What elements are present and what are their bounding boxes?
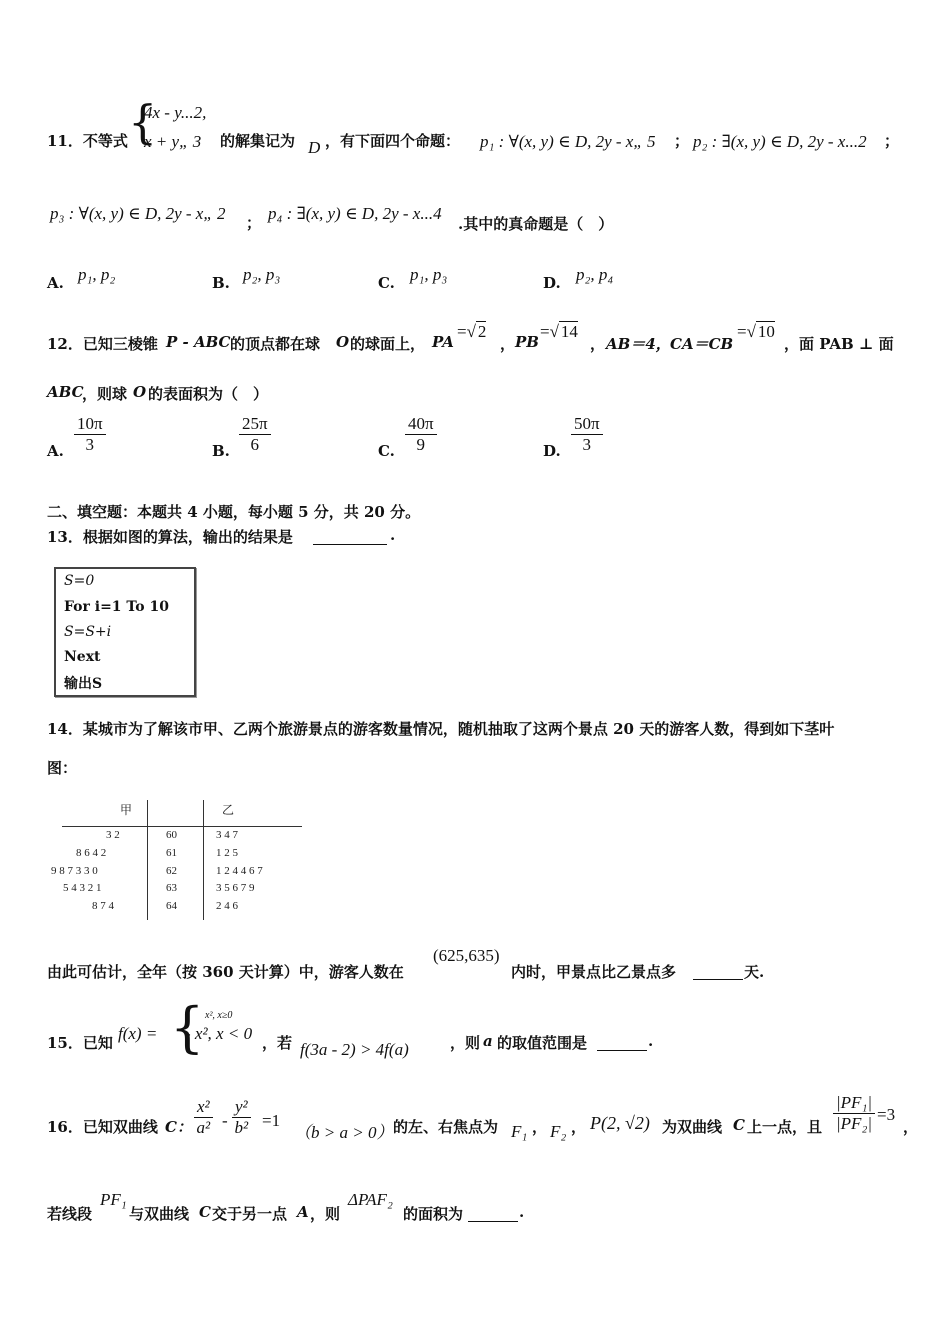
stem-leaf-stem-row-1: 60	[166, 829, 177, 841]
q13-code-line-2: For i=1 To 10	[64, 599, 169, 615]
q15-case-2: - x², x < 0	[185, 1024, 253, 1043]
q12-option-b	[239, 414, 271, 455]
q12-comma-1: ，	[500, 335, 516, 353]
q16-comma-2: ，	[571, 1118, 587, 1136]
q12-cacb-value: =√ 10	[737, 322, 775, 341]
q12-sphere-o: O	[336, 333, 350, 351]
q12-text-4: ，则球	[82, 385, 128, 403]
q16-x2: x²	[194, 1097, 213, 1118]
q16-curve-c-2: C	[733, 1116, 745, 1134]
stem-leaf-left-row-3: 9 8 7 3 3 0	[51, 865, 98, 877]
q15-inequality: f(3a - 2) > 4f(a)	[300, 1040, 409, 1059]
q12-ab: AB＝4，	[606, 335, 671, 353]
q16-text-4: 上一点，且	[747, 1118, 823, 1136]
q12-option-b-label: B.	[212, 442, 230, 460]
q16-point-p: P(2, √2)	[590, 1113, 650, 1133]
q12-option-d-label: D.	[543, 442, 561, 460]
q12-option-a-den: 3	[85, 435, 95, 454]
q14-tail-text-2: 内时，甲景点比乙景点多	[511, 963, 677, 981]
stem-leaf-right-row-5: 2 4 6	[216, 900, 238, 912]
q15-brace: {	[170, 996, 205, 1059]
q12-tail: ，面 PAB ⊥ 面	[784, 335, 894, 353]
q12-pyramid: P - ABC	[166, 333, 231, 351]
q12-pa-label: PA	[432, 333, 454, 351]
q12-option-c-num: 40π	[405, 414, 437, 435]
q11-separator: ；	[674, 132, 690, 150]
q11-option-b: p₂, p₃	[243, 265, 281, 284]
q12-option-d	[571, 414, 603, 455]
q11-number: 11．不等式	[47, 132, 128, 150]
q11-option-c: p₁, p₃	[410, 265, 448, 284]
q11-proposition-p4: p₄ : ∃(x, y) ∈ D, 2y - x...4	[268, 204, 442, 223]
section-2-heading: 二、填空题：本题共 4 小题，每小题 5 分，共 20 分。	[47, 503, 421, 521]
stem-leaf-stem-row-3: 62	[166, 865, 177, 877]
q13-code-line-4: Next	[64, 649, 101, 665]
q12-option-a-num: 10π	[74, 414, 106, 435]
q11-separator-2: ；	[884, 132, 900, 150]
q13-end: .	[390, 526, 396, 544]
q12-option-d-num: 50π	[571, 414, 603, 435]
q16-hyperbola-x-term	[194, 1097, 213, 1138]
q11-set-d: D	[308, 138, 321, 157]
q14-tail-text: 由此可估计，全年（按 360 天计算）中，游客人数在	[47, 963, 404, 981]
q12-question-tail: 的表面积为（ ）	[148, 385, 269, 403]
q16-segment-pf1: PF₁	[100, 1190, 127, 1209]
q16-condition: （b > a > 0）	[294, 1123, 394, 1142]
q16-end: .	[519, 1203, 525, 1221]
q12-pb-radicand: 14	[560, 322, 578, 341]
q16-text-3: 为双曲线	[662, 1118, 723, 1136]
q13-code-line-3: S=S+i	[64, 624, 112, 640]
q13-text: 13．根据如图的算法，输出的结果是	[47, 528, 293, 546]
q11-proposition-p3: p₃ : ∀(x, y) ∈ D, 2y - x„ 2	[50, 204, 226, 223]
q11-left-brace: {	[128, 95, 158, 149]
q16-minus: -	[222, 1111, 228, 1130]
stem-leaf-right-row-3: 1 2 4 4 6 7	[216, 865, 263, 877]
q12-option-c	[405, 414, 437, 455]
q12-text-2: 的顶点都在球	[230, 335, 321, 353]
stem-leaf-stem-row-5: 64	[166, 900, 177, 912]
q16-a2: a²	[196, 1118, 211, 1137]
q12-option-c-label: C.	[378, 442, 395, 460]
q11-option-a-label: A.	[47, 274, 64, 292]
stem-leaf-stem-row-4: 63	[166, 882, 177, 894]
q11-option-d-label: D.	[543, 274, 561, 292]
q15-text-1: 15．已知	[47, 1034, 113, 1052]
q15-case-1: x², x≥0	[205, 1010, 233, 1021]
q14-text-line1: 14．某城市为了解该市甲、乙两个旅游景点的游客数量情况，随机抽取了这两个景点 20 天的游客人数，得到如下茎叶	[47, 720, 835, 738]
q16-triangle: ΔPAF₂	[348, 1190, 393, 1209]
q16-curve-c-3: C	[199, 1203, 211, 1221]
q11-question-tail: .其中的真命题是（ ）	[458, 215, 614, 233]
q16-comma-1: ，	[532, 1118, 548, 1136]
q12-option-a-label: A.	[47, 442, 64, 460]
q11-system-line1: 4x - y...2,	[144, 103, 207, 122]
q15-end: .	[648, 1032, 654, 1050]
q15-variable-a: a	[483, 1032, 493, 1050]
q16-text-2: 的左、右焦点为	[393, 1118, 499, 1136]
q11-option-a: p₁, p₂	[78, 265, 116, 284]
q13-answer-blank	[313, 526, 387, 545]
q11-option-b-label: B.	[212, 274, 230, 292]
q16-hyperbola-y-term	[232, 1097, 251, 1138]
stem-leaf-stem-row-2: 61	[166, 847, 177, 859]
stem-leaf-left-row-1: 3 2	[106, 829, 120, 841]
q15-text-4: 的取值范围是	[497, 1034, 588, 1052]
q13-code-line-1: S=0	[64, 573, 95, 589]
q12-sphere-o-2: O	[133, 383, 147, 401]
stem-leaf-right-row-2: 1 2 5	[216, 847, 238, 859]
q16-end-comma: ，	[903, 1118, 919, 1136]
q16-text-9: 的面积为	[403, 1205, 464, 1223]
q13-algorithm-box	[54, 567, 196, 697]
q16-pf2: |PF₂|	[836, 1114, 873, 1133]
q13-code-line-5: 输出S	[64, 676, 103, 692]
q16-text-8: ，则	[310, 1205, 341, 1223]
q11-text: 的解集记为	[220, 132, 296, 150]
stem-leaf-right-row-1: 3 4 7	[216, 829, 238, 841]
q16-equals-3: =3	[877, 1105, 896, 1124]
q12-pb-label: PB	[515, 333, 539, 351]
stem-leaf-header-right: 乙	[222, 803, 235, 817]
q16-text-6: 与双曲线	[129, 1205, 190, 1223]
stem-leaf-left-row-5: 8 7 4	[92, 900, 114, 912]
q16-pf1: |PF₁|	[833, 1093, 875, 1114]
q16-text-1: 16．已知双曲线	[47, 1118, 158, 1136]
q14-tail-text-3: 天.	[744, 963, 765, 981]
q11-text-2: ，有下面四个命题：	[325, 132, 461, 150]
q16-y2: y²	[232, 1097, 251, 1118]
q16-ratio	[833, 1093, 875, 1134]
q12-text-3: 的球面上，	[350, 335, 426, 353]
q16-b2: b²	[234, 1118, 249, 1137]
q11-system-line2: x + y„ 3	[144, 132, 202, 151]
q11-proposition-p1: p₁ : ∀(x, y) ∈ D, 2y - x„ 5	[480, 132, 656, 151]
q16-text-5: 若线段	[47, 1205, 93, 1223]
q15-text-2: ，若	[262, 1034, 293, 1052]
q12-pb-value: =√ 14	[540, 322, 578, 341]
q11-proposition-p2: p₂ : ∃(x, y) ∈ D, 2y - x...2	[693, 132, 867, 151]
q15-text-3: ，则	[450, 1034, 481, 1052]
stem-leaf-divider-right	[203, 800, 204, 920]
q11-option-c-label: C.	[378, 274, 395, 292]
q14-answer-blank	[693, 961, 743, 980]
q12-cacb-label: CA＝CB	[670, 335, 734, 353]
q12-option-d-den: 3	[582, 435, 592, 454]
stem-leaf-left-row-4: 5 4 3 2 1	[63, 882, 102, 894]
q16-focus-f1: F₁	[511, 1122, 528, 1141]
q16-focus-f2: F₂	[550, 1122, 567, 1141]
q12-cacb-radicand: 10	[757, 322, 775, 341]
q16-point-a: A	[297, 1203, 309, 1221]
q15-function: f(x) =	[118, 1024, 158, 1043]
q15-answer-blank	[597, 1032, 647, 1051]
stem-leaf-left-row-2: 8 6 4 2	[76, 847, 107, 859]
q16-equals-1: =1	[262, 1111, 281, 1130]
q16-curve-c: C：	[165, 1118, 192, 1136]
q12-text-1: 12．已知三棱锥	[47, 335, 158, 353]
stem-leaf-top-rule	[62, 826, 302, 827]
q12-option-b-num: 25π	[239, 414, 271, 435]
q16-answer-blank	[468, 1203, 518, 1222]
q12-pa-radicand: 2	[477, 322, 487, 341]
q11-separator-3: ；	[246, 214, 262, 232]
q14-interval: (625,635)	[433, 946, 500, 965]
q14-text-line2: 图：	[47, 759, 78, 777]
q16-text-7: 交于另一点	[212, 1205, 288, 1223]
stem-leaf-header-left: 甲	[120, 803, 133, 817]
q12-option-c-den: 9	[416, 435, 426, 454]
q12-option-b-den: 6	[250, 435, 260, 454]
q12-pa-value: =√ 2	[457, 322, 487, 341]
stem-leaf-right-row-4: 3 5 6 7 9	[216, 882, 255, 894]
q12-comma-2: ，	[590, 335, 606, 353]
stem-leaf-divider-left	[147, 800, 148, 920]
q11-option-d: p₂, p₄	[576, 265, 614, 284]
q12-option-a	[74, 414, 106, 455]
q12-abc: ABC	[47, 383, 84, 401]
